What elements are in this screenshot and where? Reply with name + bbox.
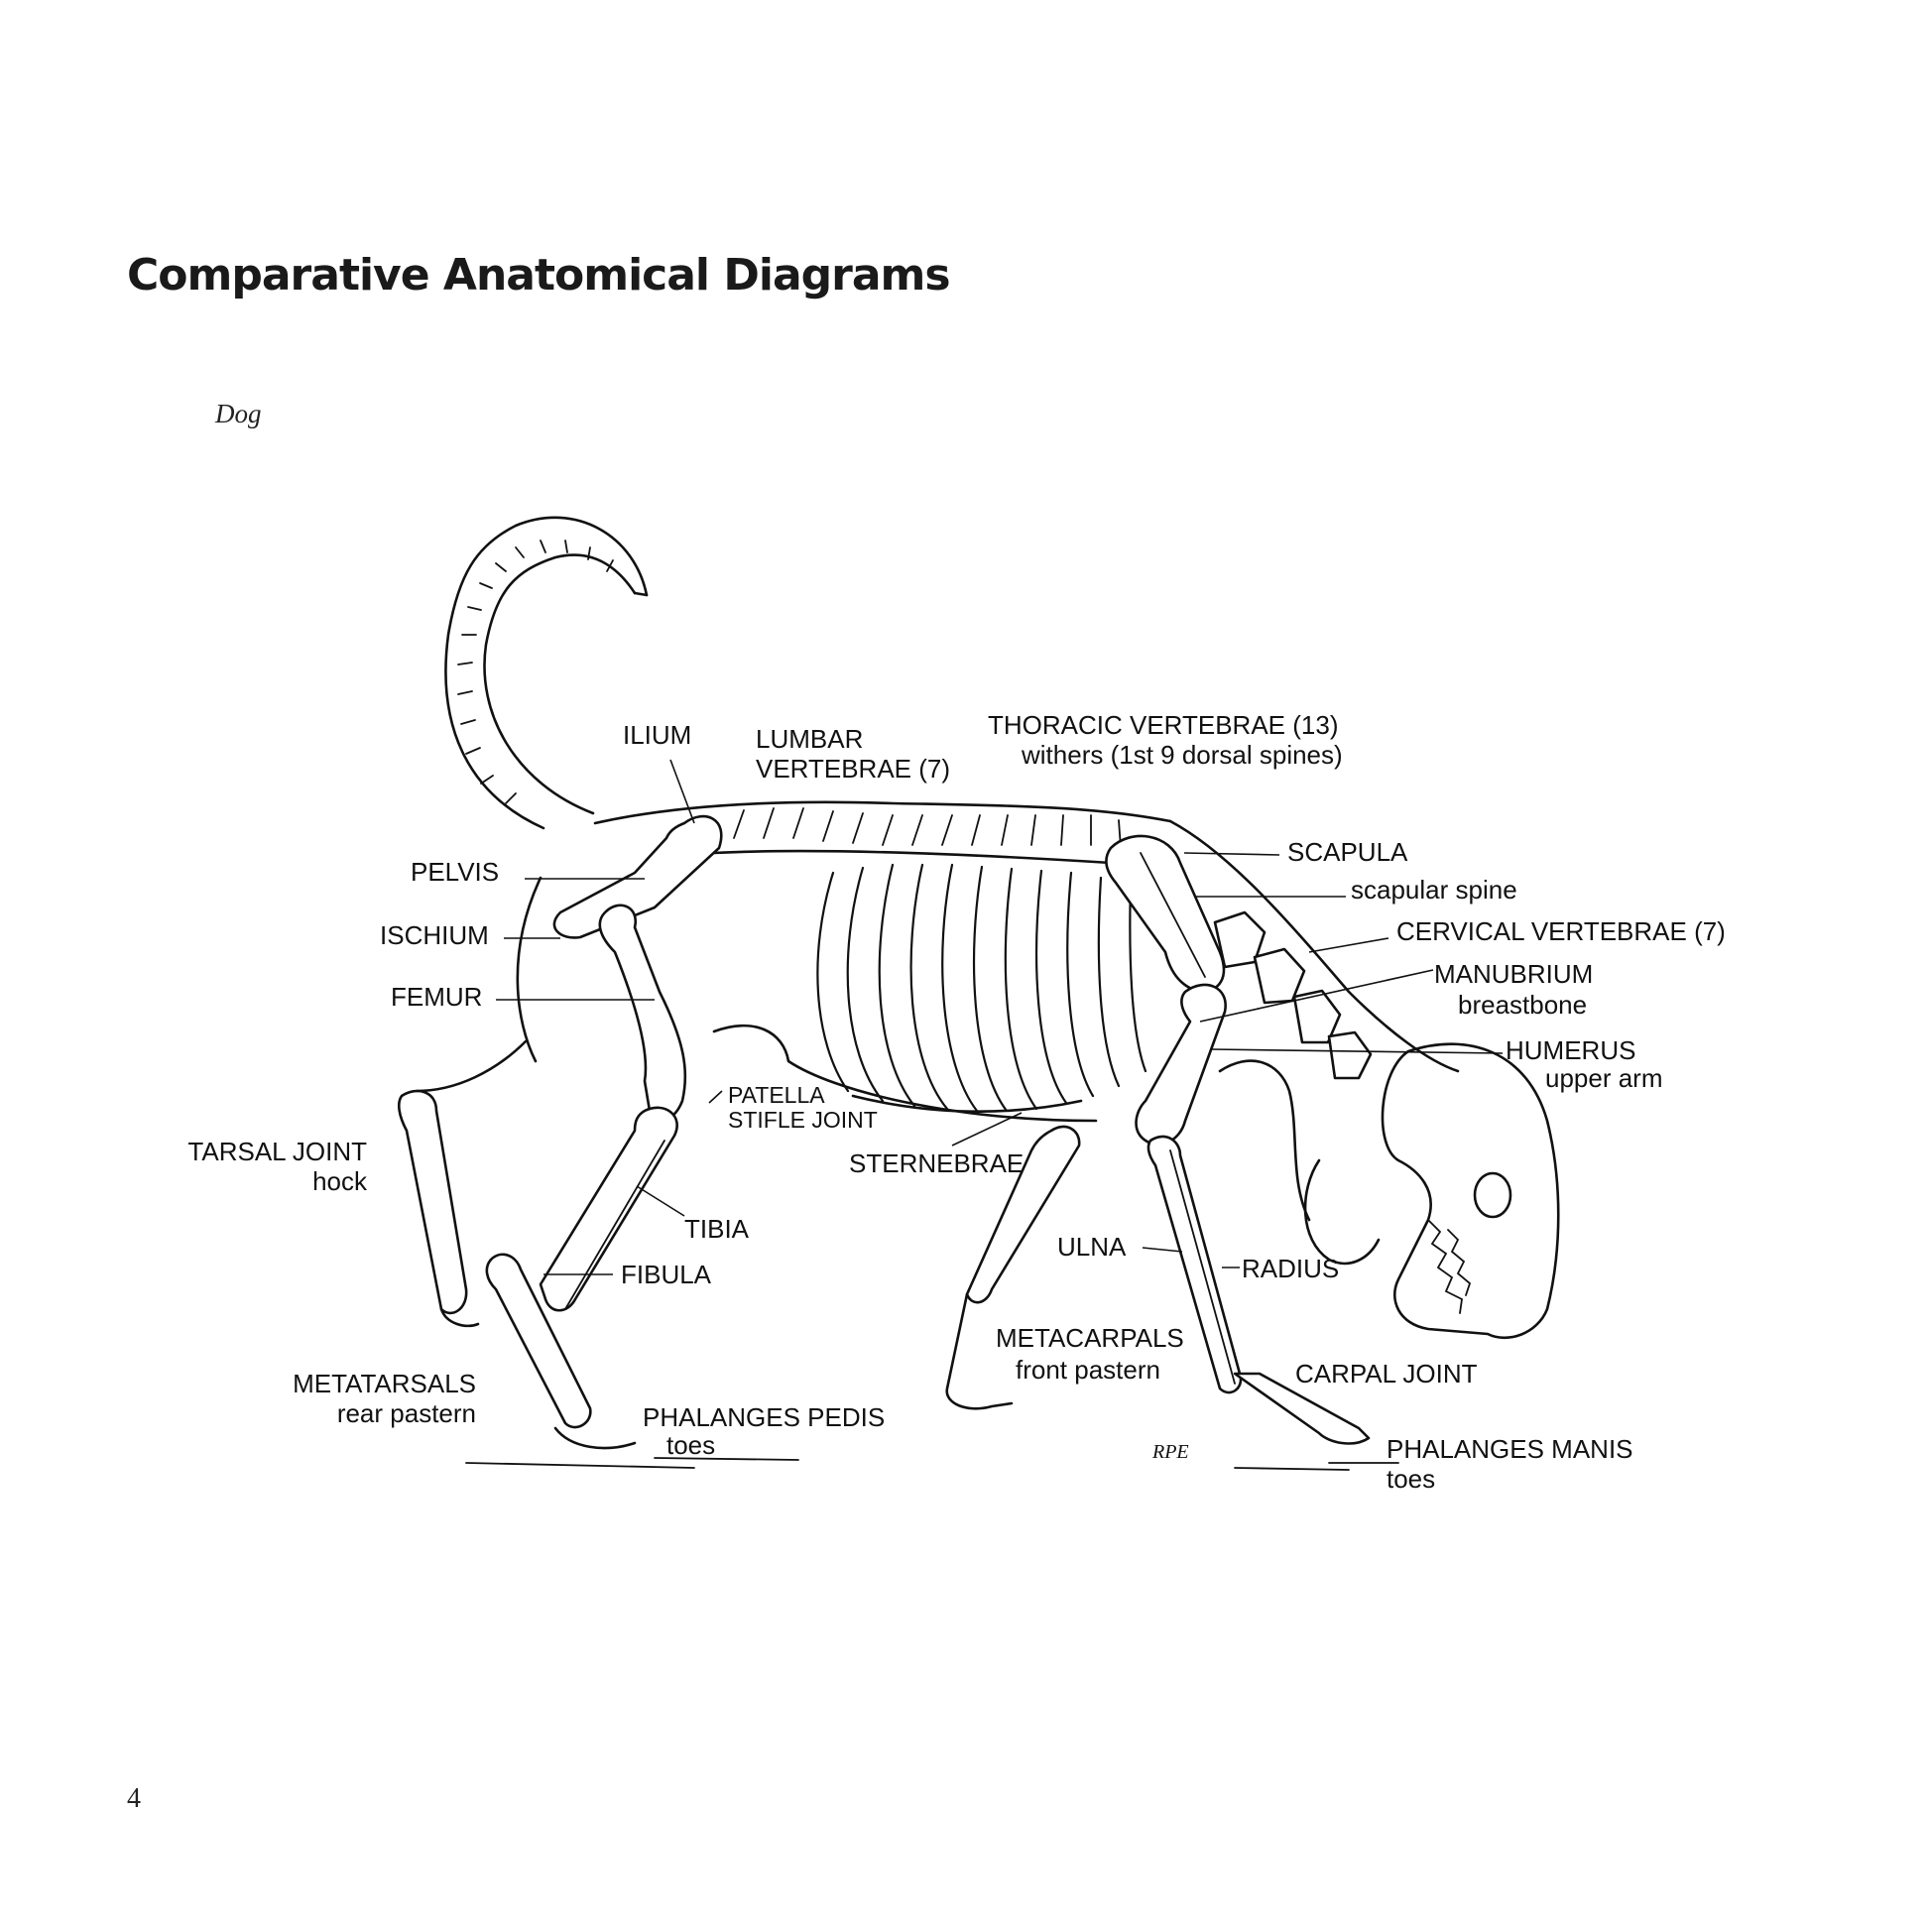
label-toes-rear: toes	[666, 1430, 716, 1460]
label-stifle-joint: STIFLE JOINT	[728, 1107, 878, 1133]
label-carpal-joint: CARPAL JOINT	[1295, 1359, 1478, 1389]
label-breastbone: breastbone	[1458, 990, 1588, 1020]
label-upper-arm: upper arm	[1545, 1063, 1663, 1093]
label-scapular-spine: scapular spine	[1351, 875, 1517, 905]
artist-signature: RPE	[1152, 1441, 1189, 1463]
label-radius: RADIUS	[1242, 1254, 1340, 1283]
label-rear-pastern: rear pastern	[336, 1398, 476, 1428]
label-pelvis: PELVIS	[411, 857, 500, 887]
label-tarsal-joint: TARSAL JOINT	[187, 1137, 367, 1166]
label-lumbar-line1: LUMBAR	[756, 724, 864, 754]
page-title: Comparative Anatomical Diagrams	[127, 250, 950, 301]
label-cervical-vertebrae: CERVICAL VERTEBRAE (7)	[1396, 916, 1726, 946]
tail-vertebrae	[458, 541, 613, 803]
label-metatarsals: METATARSALS	[293, 1369, 476, 1398]
label-humerus: HUMERUS	[1506, 1035, 1636, 1065]
label-manubrium: MANUBRIUM	[1434, 959, 1594, 989]
lumbar-spines	[734, 808, 1121, 848]
label-lumbar-line2: VERTEBRAE (7)	[756, 754, 951, 784]
label-toes-front: toes	[1387, 1464, 1436, 1494]
cervical-vertebrae	[1215, 912, 1371, 1078]
label-phalanges-pedis: PHALANGES PEDIS	[643, 1402, 886, 1432]
label-tibia: TIBIA	[684, 1214, 750, 1244]
skeleton-drawing	[399, 518, 1558, 1470]
label-hock: hock	[312, 1166, 367, 1196]
ribcage	[817, 865, 1146, 1112]
label-sternebrae: STERNEBRAE	[849, 1148, 1025, 1178]
label-withers: withers (1st 9 dorsal spines)	[1022, 740, 1343, 770]
label-femur: FEMUR	[391, 982, 483, 1012]
label-patella: PATELLA	[728, 1082, 825, 1108]
label-phalanges-manis: PHALANGES MANIS	[1387, 1434, 1633, 1464]
diagram-subject: Dog	[215, 399, 262, 428]
femur-bone	[600, 906, 685, 1120]
label-fibula: FIBULA	[621, 1260, 712, 1289]
page-number: 4	[127, 1783, 141, 1814]
humerus-bone	[1137, 985, 1226, 1145]
label-ulna: ULNA	[1057, 1232, 1127, 1262]
label-scapula: SCAPULA	[1287, 837, 1408, 867]
scapula-bone	[1106, 836, 1224, 992]
label-metacarpals: METACARPALS	[996, 1323, 1184, 1353]
label-ischium: ISCHIUM	[380, 920, 489, 950]
label-ilium: ILIUM	[623, 720, 692, 750]
label-thoracic-vertebrae: THORACIC VERTEBRAE (13)	[988, 710, 1339, 740]
pelvis-bone	[554, 816, 721, 937]
teeth	[1428, 1220, 1470, 1313]
label-front-pastern: front pastern	[1016, 1355, 1160, 1385]
